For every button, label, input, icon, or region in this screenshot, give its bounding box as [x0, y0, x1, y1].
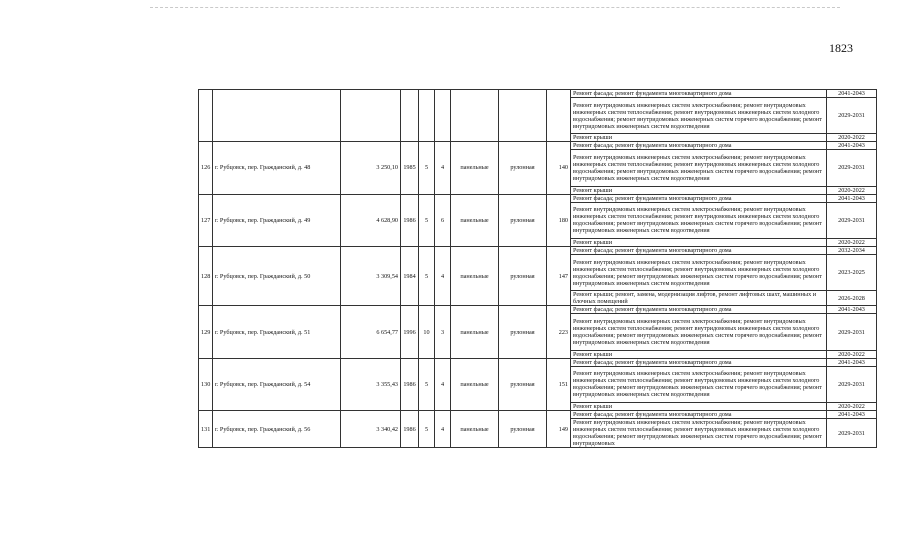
house-entrances: 4 [435, 411, 451, 448]
house-walls: панельные [451, 411, 499, 448]
house-residents: 140 [547, 142, 571, 194]
work-period: 2029-2031 [827, 419, 877, 448]
page-number: 1823 [829, 41, 853, 55]
house-year: 1986 [401, 411, 419, 448]
house-entrances: 4 [435, 142, 451, 194]
work-period: 2023-2025 [827, 255, 877, 291]
work-description: Ремонт внутридомовых инженерных систем электроснабжения; ремонт внутридомовых инженерных систем теплоснабжения; ремонт внутридомовых инженерных систем холодного водоснабжения; ремонт внутридомовых инженерных систем горячего водоснабжения; ремонт внутридомовых [571, 419, 827, 448]
house-residents: 149 [547, 411, 571, 448]
house-area: 3 309,54 [341, 247, 401, 306]
table-row [199, 194, 877, 202]
house-floors: 5 [419, 358, 435, 410]
house-year: 1985 [401, 142, 419, 194]
house-number: 127 [199, 194, 213, 246]
house-roof [499, 90, 547, 142]
house-address: г. Рубцовск, пер. Гражданский, д. 49 [213, 194, 341, 246]
house-roof: рулонная [499, 306, 547, 358]
house-area [341, 90, 401, 142]
house-number: 129 [199, 306, 213, 358]
work-description: Ремонт внутридомовых инженерных систем электроснабжения; ремонт внутридомовых инженерных систем теплоснабжения; ремонт внутридомовых инженерных систем холодного водоснабжения; ремонт внутридомовых инженерных систем горячего водоснабжения; ремонт внутридомовых инженерных систем водоотведения [571, 366, 827, 402]
work-period: 2020-2022 [827, 186, 877, 194]
work-description: Ремонт крыши [571, 403, 827, 411]
house-number: 126 [199, 142, 213, 194]
house-number [199, 90, 213, 142]
work-description: Ремонт крыши [571, 134, 827, 142]
house-entrances: 3 [435, 306, 451, 358]
registry-body [199, 90, 877, 448]
work-description: Ремонт фасада; ремонт фундамента многоквартирного дома [571, 90, 827, 98]
work-period: 2041-2043 [827, 358, 877, 366]
work-period: 2029-2031 [827, 150, 877, 186]
table-row [199, 90, 877, 98]
work-period: 2041-2043 [827, 306, 877, 314]
work-description: Ремонт фасада; ремонт фундамента многоквартирного дома [571, 358, 827, 366]
house-entrances: 4 [435, 358, 451, 410]
house-entrances: 4 [435, 247, 451, 306]
work-period: 2041-2043 [827, 90, 877, 98]
house-roof: рулонная [499, 411, 547, 448]
house-floors: 5 [419, 194, 435, 246]
work-period: 2041-2043 [827, 142, 877, 150]
work-period: 2041-2043 [827, 411, 877, 419]
work-description: Ремонт внутридомовых инженерных систем электроснабжения; ремонт внутридомовых инженерных систем теплоснабжения; ремонт внутридомовых инженерных систем холодного водоснабжения; ремонт внутридомовых инженерных систем горячего водоснабжения; ремонт внутридомовых инженерных систем водоотведения [571, 255, 827, 291]
house-walls: панельные [451, 142, 499, 194]
house-floors: 5 [419, 142, 435, 194]
house-residents: 151 [547, 358, 571, 410]
house-number: 128 [199, 247, 213, 306]
work-description: Ремонт фасада; ремонт фундамента многоквартирного дома [571, 194, 827, 202]
work-period: 2020-2022 [827, 350, 877, 358]
house-year: 1986 [401, 194, 419, 246]
work-description: Ремонт крыши [571, 186, 827, 194]
work-period: 2020-2022 [827, 134, 877, 142]
house-floors: 5 [419, 247, 435, 306]
work-period: 2026-2028 [827, 291, 877, 306]
house-year [401, 90, 419, 142]
work-description: Ремонт внутридомовых инженерных систем электроснабжения; ремонт внутридомовых инженерных систем теплоснабжения; ремонт внутридомовых инженерных систем холодного водоснабжения; ремонт внутридомовых инженерных систем горячего водоснабжения; ремонт внутридомовых инженерных систем водоотведения [571, 98, 827, 134]
work-period: 2032-2034 [827, 247, 877, 255]
house-residents: 223 [547, 306, 571, 358]
house-floors [419, 90, 435, 142]
work-description: Ремонт фасада; ремонт фундамента многоквартирного дома [571, 142, 827, 150]
work-description: Ремонт внутридомовых инженерных систем электроснабжения; ремонт внутридомовых инженерных систем теплоснабжения; ремонт внутридомовых инженерных систем холодного водоснабжения; ремонт внутридомовых инженерных систем горячего водоснабжения; ремонт внутридомовых инженерных систем водоотведения [571, 150, 827, 186]
house-residents [547, 90, 571, 142]
work-description: Ремонт фасада; ремонт фундамента многоквартирного дома [571, 411, 827, 419]
house-roof: рулонная [499, 358, 547, 410]
work-description: Ремонт внутридомовых инженерных систем электроснабжения; ремонт внутридомовых инженерных систем теплоснабжения; ремонт внутридомовых инженерных систем холодного водоснабжения; ремонт внутридомовых инженерных систем горячего водоснабжения; ремонт внутридомовых инженерных систем водоотведения [571, 314, 827, 350]
house-entrances [435, 90, 451, 142]
house-area: 4 628,90 [341, 194, 401, 246]
house-year: 1996 [401, 306, 419, 358]
work-period: 2020-2022 [827, 403, 877, 411]
work-period: 2029-2031 [827, 202, 877, 238]
house-address: г. Рубцовск, пер. Гражданский, д. 48 [213, 142, 341, 194]
work-period: 2029-2031 [827, 98, 877, 134]
work-description: Ремонт внутридомовых инженерных систем электроснабжения; ремонт внутридомовых инженерных систем теплоснабжения; ремонт внутридомовых инженерных систем холодного водоснабжения; ремонт внутридомовых инженерных систем горячего водоснабжения; ремонт внутридомовых инженерных систем водоотведения [571, 202, 827, 238]
house-walls: панельные [451, 194, 499, 246]
work-description: Ремонт фасада; ремонт фундамента многоквартирного дома [571, 306, 827, 314]
table-row [199, 358, 877, 366]
table-row [199, 411, 877, 419]
house-walls [451, 90, 499, 142]
table-row [199, 306, 877, 314]
house-address: г. Рубцовск, пер. Гражданский, д. 51 [213, 306, 341, 358]
house-area: 3 355,43 [341, 358, 401, 410]
work-period: 2029-2031 [827, 314, 877, 350]
house-walls: панельные [451, 306, 499, 358]
table-row [199, 247, 877, 255]
house-roof: рулонная [499, 194, 547, 246]
house-area: 3 250,10 [341, 142, 401, 194]
house-address: г. Рубцовск, пер. Гражданский, д. 50 [213, 247, 341, 306]
work-description: Ремонт крыши; ремонт, замена, модернизация лифтов, ремонт лифтовых шахт, машинных и блочных помещений [571, 291, 827, 306]
house-area: 6 654,77 [341, 306, 401, 358]
house-address: г. Рубцовск, пер. Гражданский, д. 56 [213, 411, 341, 448]
house-floors: 5 [419, 411, 435, 448]
work-description: Ремонт крыши [571, 238, 827, 246]
house-floors: 10 [419, 306, 435, 358]
work-period: 2029-2031 [827, 366, 877, 402]
house-number: 131 [199, 411, 213, 448]
house-area: 3 340,42 [341, 411, 401, 448]
scan-artifact-line [150, 7, 840, 9]
house-roof: рулонная [499, 142, 547, 194]
house-residents: 180 [547, 194, 571, 246]
house-walls: панельные [451, 247, 499, 306]
house-number: 130 [199, 358, 213, 410]
house-address [213, 90, 341, 142]
house-address: г. Рубцовск, пер. Гражданский, д. 54 [213, 358, 341, 410]
house-entrances: 6 [435, 194, 451, 246]
work-description: Ремонт крыши [571, 350, 827, 358]
housing-registry-table [198, 89, 877, 448]
house-year: 1984 [401, 247, 419, 306]
work-description: Ремонт фасада; ремонт фундамента многоквартирного дома [571, 247, 827, 255]
house-walls: панельные [451, 358, 499, 410]
work-period: 2020-2022 [827, 238, 877, 246]
work-period: 2041-2043 [827, 194, 877, 202]
house-year: 1986 [401, 358, 419, 410]
table-row [199, 142, 877, 150]
house-residents: 147 [547, 247, 571, 306]
house-roof: рулонная [499, 247, 547, 306]
